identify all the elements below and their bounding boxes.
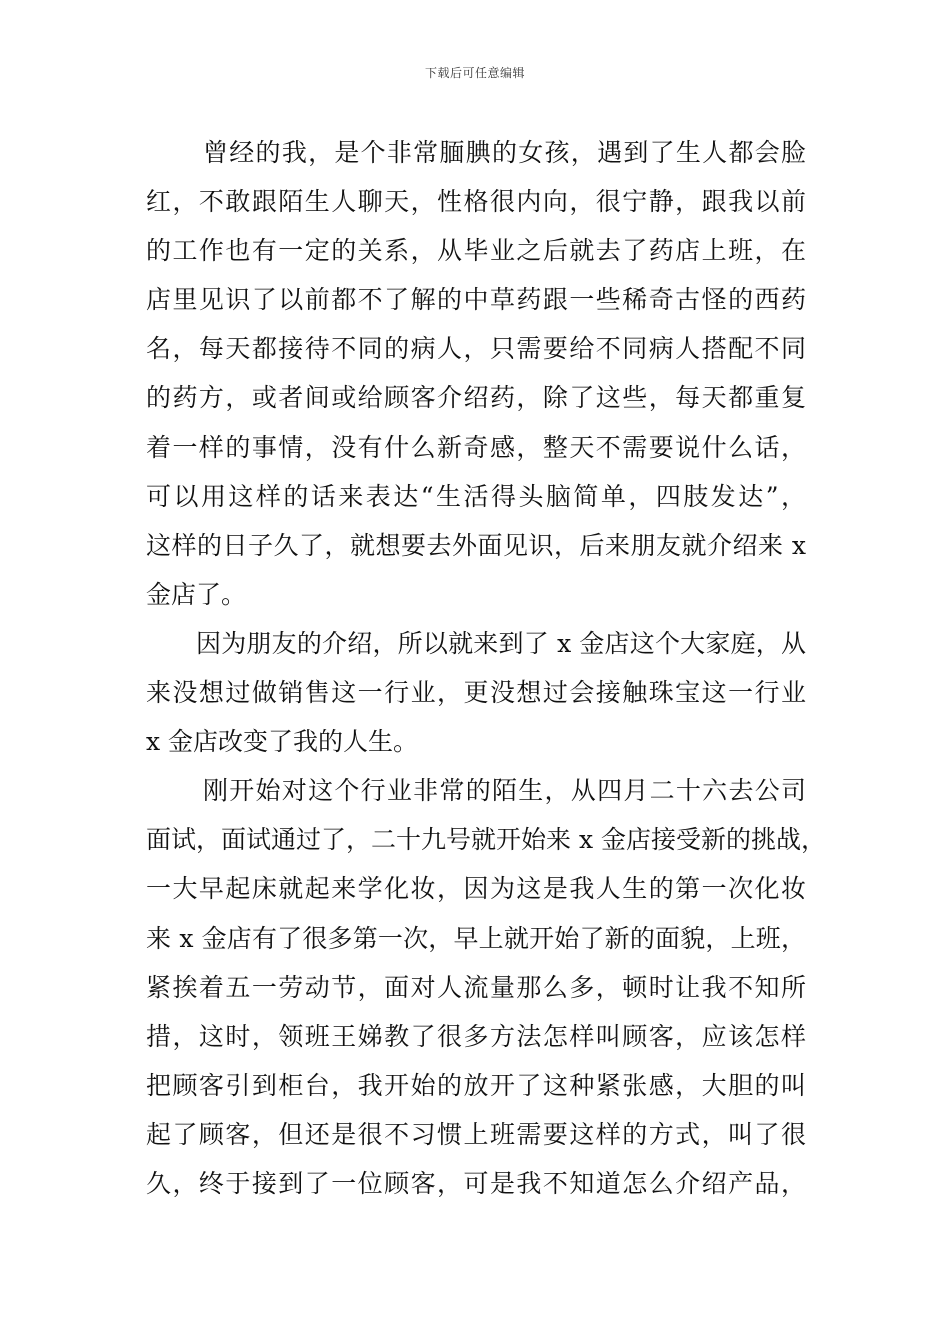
text-line: 这样的日子久了，就想要去外面见识，后来朋友就介绍来 x: [146, 530, 806, 560]
text-line: 刚开始对这个行业非常的陌生，从四月二十六去公司: [203, 776, 806, 806]
text-line: 起了顾客，但还是很不习惯上班需要这样的方式，叫了很: [146, 1119, 806, 1149]
text-line: 的工作也有一定的关系，从毕业之后就去了药店上班，在: [146, 236, 806, 266]
text-line: x 金店改变了我的人生。: [146, 727, 419, 757]
body-text: [146, 128, 826, 1208]
text-line: 名，每天都接待不同的病人，只需要给不同病人搭配不同: [146, 334, 806, 364]
text-line: 着一样的事情，没有什么新奇感，整天不需要说什么话，: [146, 432, 806, 462]
text-line: 紧挨着五一劳动节，面对人流量那么多，顿时让我不知所: [146, 972, 806, 1002]
text-line: 面试，面试通过了，二十九号就开始来 x 金店接受新的挑战，: [146, 825, 826, 855]
text-line: 的药方，或者间或给顾客介绍药，除了这些，每天都重复: [146, 383, 806, 413]
text-line: 来没想过做销售这一行业，更没想过会接触珠宝这一行业: [146, 678, 806, 708]
text-line: 金店了。: [146, 579, 247, 609]
text-line: 来 x 金店有了很多第一次，早上就开始了新的面貌，上班，: [146, 923, 806, 953]
text-line: 一大早起床就起来学化妆，因为这是我人生的第一次化妆: [146, 874, 806, 904]
page-header: 下载后可任意编辑: [424, 66, 525, 80]
text-line: 曾经的我，是个非常腼腆的女孩，遇到了生人都会脸: [203, 138, 806, 167]
text-line: 红，不敢跟陌生人聊天，性格很内向，很宁静，跟我以前: [146, 187, 806, 217]
text-line: 把顾客引到柜台，我开始的放开了这种紧张感，大胆的叫: [146, 1070, 806, 1100]
text-line: 店里见识了以前都不了解的中草药跟一些稀奇古怪的西药: [146, 285, 806, 315]
text-line: 可以用这样的话来表达“生活得头脑简单，四肢发达”，: [146, 481, 806, 511]
text-line: 措，这时，领班王娣教了很多方法怎样叫顾客，应该怎样: [146, 1021, 806, 1051]
text-line: 因为朋友的介绍，所以就来到了 x 金店这个大家庭，从: [196, 628, 806, 658]
text-line: 久，终于接到了一位顾客，可是我不知道怎么介绍产品，: [146, 1168, 806, 1198]
